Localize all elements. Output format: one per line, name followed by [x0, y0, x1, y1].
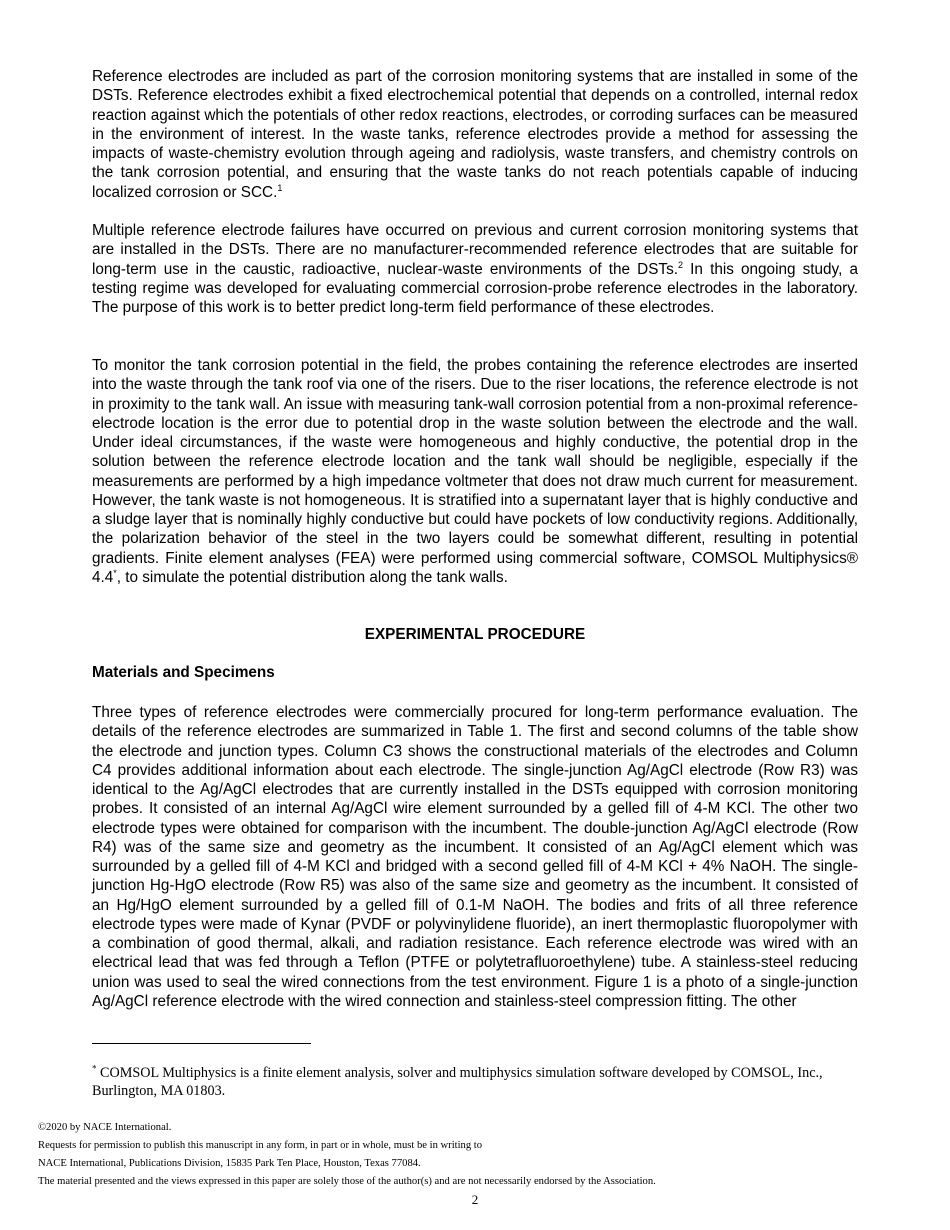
permission-line: Requests for permission to publish this manuscript in any form, in part or in whole, must be in writing to — [38, 1140, 483, 1151]
paragraph-text: , to simulate the potential distribution along the tank walls. — [116, 568, 508, 586]
paragraph-reference-electrodes — [92, 67, 858, 202]
paragraph-tank-potential — [92, 356, 858, 587]
paragraph-materials: Three types of reference electrodes were commercially procured for long-term performance evaluation. The details of the reference electrodes are summarized in Table 1. The first and second columns of the table show the electrode and junction types. Column C3 shows the constructional materials of the electrodes and Column C4 provides additional information about each electrode. The single-junction Ag/AgCl electrode (Row R3) was identical to the Ag/AgCl electrodes that are currently installed in the DSTs equipped with corrosion monitoring probes. It consisted of an internal Ag/AgCl wire element surrounded by a gelled fill of 4-M KCl. The other two electrode types were obtained for comparison with the incumbent. The double-junction Ag/AgCl electrode (Row R4) was of the same size and geometry as the incumbent. It consisted of an Ag/AgCl element which was surrounded by a gelled fill of 4-M KCl and bridged with a second gelled fill of 4-M KCl + 4% NaOH. The single-junction Hg-HgO electrode (Row R5) was also of the same size and geometry as the incumbent. It consisted of an Hg/HgO element surrounded by a gelled fill of 0.1-M NaOH. The bodies and frits of all three reference electrode types were made of Kynar (PVDF or polyvinylidene fluoride), an inert thermoplastic fluoropolymer with a combination of good thermal, alkali, and radiation resistance. Each reference electrode was wired with an electrical lead that was fed through a Teflon (PTFE or polytetrafluoroethylene) tube. A stainless-steel reducing union was used to seal the wired connections from the test environment. Figure 1 is a photo of a single-junction Ag/AgCl reference electrode with the wired connection and stainless-steel compression fitting. The other — [92, 704, 858, 1010]
copyright-line: ©2020 by NACE International. — [38, 1122, 172, 1133]
footnote — [92, 1064, 858, 1100]
paragraph-text: To monitor the tank corrosion potential in the field, the probes containing the reference electrodes are inserted into the waste through the tank roof via one of the risers. Due to the riser locations, the reference electrode is not in proximity to the tank wall. An issue with measuring tank-wall corrosion potential from a non-proximal reference-electrode location is the error due to potential drop in the waste solution between the electrode and the wall. Under ideal circumstances, if the waste were homogeneous and highly conductive, the potential drop in the solution between the reference electrode location and the tank wall should be negligible, especially if the measurements are performed by a high impedance voltmeter that does not draw much current for measurement. However, the tank waste is not homogeneous. It is stratified into a supernatant layer that is highly conductive and a sludge layer that is nominally highly conductive but could have pockets of low conductivity regions. Additionally, the polarization behavior of the steel in the two layers could be somewhat different, resulting in potential gradients. Finite element analyses (FEA) were performed using commercial software, COMSOL Multiphysics® 4.4 — [92, 357, 858, 586]
paragraph-text: Multiple reference electrode failures have occurred on previous and current corrosion monitoring systems that are installed in the DSTs. There are no manufacturer-recommended reference electrodes that are suitable for long-term use in the caustic, radioactive, nuclear-waste environments of the DSTs. — [92, 222, 858, 278]
paragraph-text: Reference electrodes are included as part of the corrosion monitoring systems that are installed in some of the DSTs. Reference electrodes exhibit a fixed electrochemical potential that depends on a controlled, internal redox reaction against which the potentials of other redox reactions, electrodes, or corroding surfaces can be measured in the environment of interest. In the waste tanks, reference electrodes provide a method for assessing the impacts of waste-chemistry evolution through ageing and radiolysis, waste transfers, and chemistry controls on the tank corrosion potential, and ensuring that the waste tanks do not reach potentials capable of inducing localized corrosion or SCC. — [92, 68, 858, 201]
subsection-heading: Materials and Specimens — [92, 664, 275, 681]
footnote-marker: * — [113, 567, 117, 578]
citation-superscript: 2 — [677, 259, 683, 270]
paragraph-electrode-failures — [92, 221, 858, 317]
footnote-text: COMSOL Multiphysics is a finite element analysis, solver and multiphysics simulation software developed by COMSOL, Inc., Burlington, MA 01803. — [92, 1065, 823, 1099]
footnote-marker: * — [92, 1063, 97, 1074]
footnote-divider — [92, 1043, 311, 1044]
citation-superscript: 1 — [277, 182, 283, 193]
section-heading: EXPERIMENTAL PROCEDURE — [364, 626, 586, 643]
disclaimer-line: The material presented and the views expressed in this paper are solely those of the author(s) and are not necessarily endorsed by the Association. — [38, 1176, 656, 1187]
page-number: 2 — [471, 1192, 479, 1207]
address-line: NACE International, Publications Division, 15835 Park Ten Place, Houston, Texas 77084. — [38, 1158, 421, 1169]
paragraph-text: In this ongoing study, a testing regime was developed for evaluating commercial corrosion-probe reference electrodes in the laboratory. The purpose of this work is to better predict long-term field performance of these electrodes. — [92, 260, 858, 316]
